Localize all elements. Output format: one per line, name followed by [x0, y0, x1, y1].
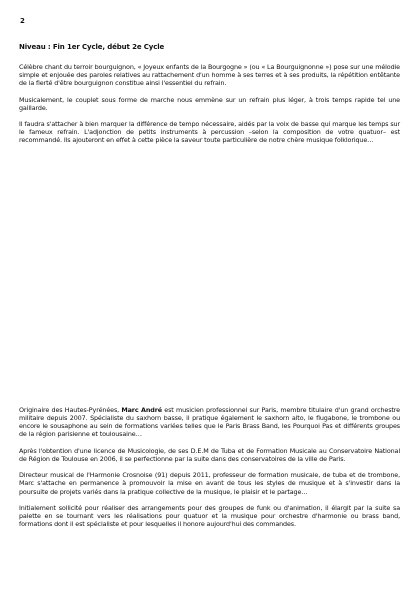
level-line: Niveau : Fin 1er Cycle, début 2e Cycle — [19, 43, 165, 51]
bio-paragraph-2: Après l'obtention d'une licence de Musicologie, de ses D.E.M de Tuba et de Formation Musicale au Conservatoire National de Région de Toulouse en 2006, il se perfectionne par la suite dans des conservatoires de la ville de Paris. — [19, 446, 400, 463]
description-paragraph-1: Célèbre chant du terroir bourguignon, « Joyeux enfants de la Bourgogne » (ou « La Bourguignonne ») pose sur une mélodie simple et enjouée des paroles relatives au rattachement d'un homme à ses terres et à ses produits, la répétition entêtante de la fierté d'être bourguignon constitue ainsi l'essentiel du refrain. — [19, 63, 400, 88]
description-section — [19, 63, 400, 153]
bio-intro-after: est musicien professionnel sur Paris, membre titulaire d'un grand orchestre militaire depuis 2007. Spécialiste du saxhorn basse, il pratique également le saxhorn alto, le flugabone, le trombone ou encore le sousaphone au sein de formations variées telles que le Paris Brass Band, les Pourquoi Pas et différents groupes de la région parisienne et toulousaine… — [19, 406, 400, 439]
author-name: Marc André — [121, 406, 162, 414]
bio-paragraph-3: Directeur musical de l'Harmonie Crosnoise (91) depuis 2011, professeur de formation musicale, de tuba et de trombone, Marc s'attache en permanence à promouvoir la mise en avant de tous les styles de musique et à s'investir dans la poursuite de projets variés dans la pratique collective de la musique, le plaisir et le partage… — [19, 471, 400, 496]
description-paragraph-3: Il faudra s'attacher à bien marquer la différence de tempo nécessaire, aidés par la voix de basse qui marque les temps sur le fameux refrain. L'adjonction de petits instruments à percussion –selon la composition de votre quatuor– est recommandé. Ils ajouteront en effet à cette pièce la saveur toute particulière de notre chère musique folklorique… — [19, 120, 400, 145]
bio-paragraph-4: Initialement sollicité pour réaliser des arrangements pour des groupes de funk ou d'animation, il élargit par la suite sa palette en se tournant vers les réalisations pour quatuor et la musique pour orchestre d'harmonie ou brass band, formations dont il est spécialiste et pour lesquelles il honore aujourd'hui des commandes. — [19, 504, 400, 529]
bio-intro-before: Originaire des Hautes-Pyrénées, — [19, 406, 122, 414]
bio-paragraph-1 — [19, 406, 400, 438]
page-number: 2 — [20, 17, 25, 25]
description-paragraph-2: Musicalement, le couplet sous forme de marche nous emmène sur un refrain plus léger, à trois temps rapide tel une gaillarde. — [19, 95, 400, 112]
biography-section — [19, 406, 400, 537]
